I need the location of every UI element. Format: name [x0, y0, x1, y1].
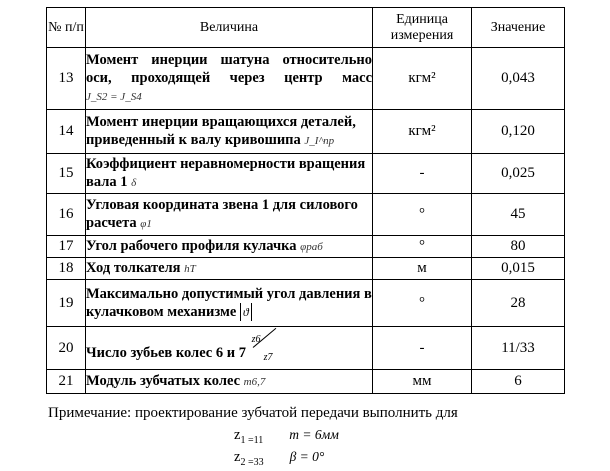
row-symbol: hT	[184, 263, 196, 275]
row-number: 20	[47, 327, 86, 370]
row-name	[86, 258, 373, 280]
row-name	[86, 110, 373, 154]
row-name	[86, 236, 373, 258]
row-name	[86, 280, 373, 327]
row-unit: -	[373, 154, 472, 194]
row-symbol: J_S2 = J_S4	[86, 91, 142, 103]
table-header-row	[47, 8, 565, 48]
row-name	[86, 154, 373, 194]
row-symbol-numerator: z6	[251, 334, 261, 345]
row-value: 0,120	[472, 110, 565, 154]
row-name-text: Момент инерции шатуна относительно оси, проходящей через центр масс	[86, 52, 372, 86]
row-name-text: Угловая координата звена 1 для силового расчета	[86, 197, 358, 231]
table-row	[47, 110, 565, 154]
formula-beta: β = 0°	[289, 449, 325, 464]
row-symbol: φ1	[140, 218, 152, 230]
note-text: Примечание: проектирование зубчатой передачи выполнить для	[48, 405, 458, 421]
row-symbol: δ	[131, 177, 137, 189]
row-symbol: m6,7	[243, 376, 266, 388]
row-name-text: Коэффициент неравномерности вращения вала 1	[86, 156, 366, 190]
row-number: 15	[47, 154, 86, 194]
row-name-text: Угол рабочего профиля кулачка	[86, 238, 297, 254]
row-value: 45	[472, 194, 565, 236]
row-number: 19	[47, 280, 86, 327]
table-row	[47, 370, 565, 394]
row-unit: кгм²	[373, 110, 472, 154]
row-unit: мм	[373, 370, 472, 394]
row-symbol: φраб	[300, 241, 323, 253]
formula-z2: $z_{2 =33}$ β = 0°	[234, 449, 325, 468]
table-row	[47, 280, 565, 327]
formula-z2-value: 2 =33	[240, 456, 264, 468]
header-number: № п/п	[47, 8, 86, 48]
row-value: 6	[472, 370, 565, 394]
row-number: 17	[47, 236, 86, 258]
row-symbol-denominator: z7	[263, 352, 273, 363]
formula-module: m = 6мм	[289, 427, 339, 442]
row-value: 80	[472, 236, 565, 258]
header-value: Значение	[472, 8, 565, 48]
row-number: 14	[47, 110, 86, 154]
row-number: 13	[47, 48, 86, 110]
row-symbol: J_I^пр	[304, 135, 335, 147]
row-unit: °	[373, 236, 472, 258]
row-number: 16	[47, 194, 86, 236]
table-row	[47, 236, 565, 258]
row-value: 28	[472, 280, 565, 327]
header-quantity: Величина	[86, 8, 373, 48]
row-name-text: Ход толкателя	[86, 260, 181, 276]
row-name-text: Максимально допустимый угол давления в кулачковом механизме	[86, 286, 372, 320]
row-value: 0,025	[472, 154, 565, 194]
row-symbol: ϑ	[240, 303, 252, 321]
table-row	[47, 154, 565, 194]
row-number: 21	[47, 370, 86, 394]
row-value: 11/33	[472, 327, 565, 370]
row-name	[86, 370, 373, 394]
row-unit: -	[373, 327, 472, 370]
row-name	[86, 48, 373, 110]
row-number: 18	[47, 258, 86, 280]
row-value: 0,015	[472, 258, 565, 280]
row-name-text: Модуль зубчатых колес	[86, 373, 241, 389]
row-name-text: Момент инерции вращающихся деталей, приведенный к валу кривошипа	[86, 114, 356, 148]
formula-z1: $z_{1 =11}$ m = 6мм	[234, 427, 339, 446]
table-row	[47, 48, 565, 110]
gear-ratio-fraction	[250, 333, 280, 363]
row-unit: °	[373, 280, 472, 327]
row-name-text: Число зубьев колес 6 и 7	[86, 345, 246, 361]
formula-z1-value: 1 =11	[240, 434, 264, 446]
row-name	[86, 327, 373, 370]
table-row	[47, 258, 565, 280]
row-value: 0,043	[472, 48, 565, 110]
header-unit: Единица измерения	[373, 8, 472, 48]
row-unit: °	[373, 194, 472, 236]
row-unit: м	[373, 258, 472, 280]
table-row	[47, 327, 565, 370]
table-row	[47, 194, 565, 236]
parameters-table	[46, 7, 565, 394]
row-name	[86, 194, 373, 236]
row-unit: кгм²	[373, 48, 472, 110]
